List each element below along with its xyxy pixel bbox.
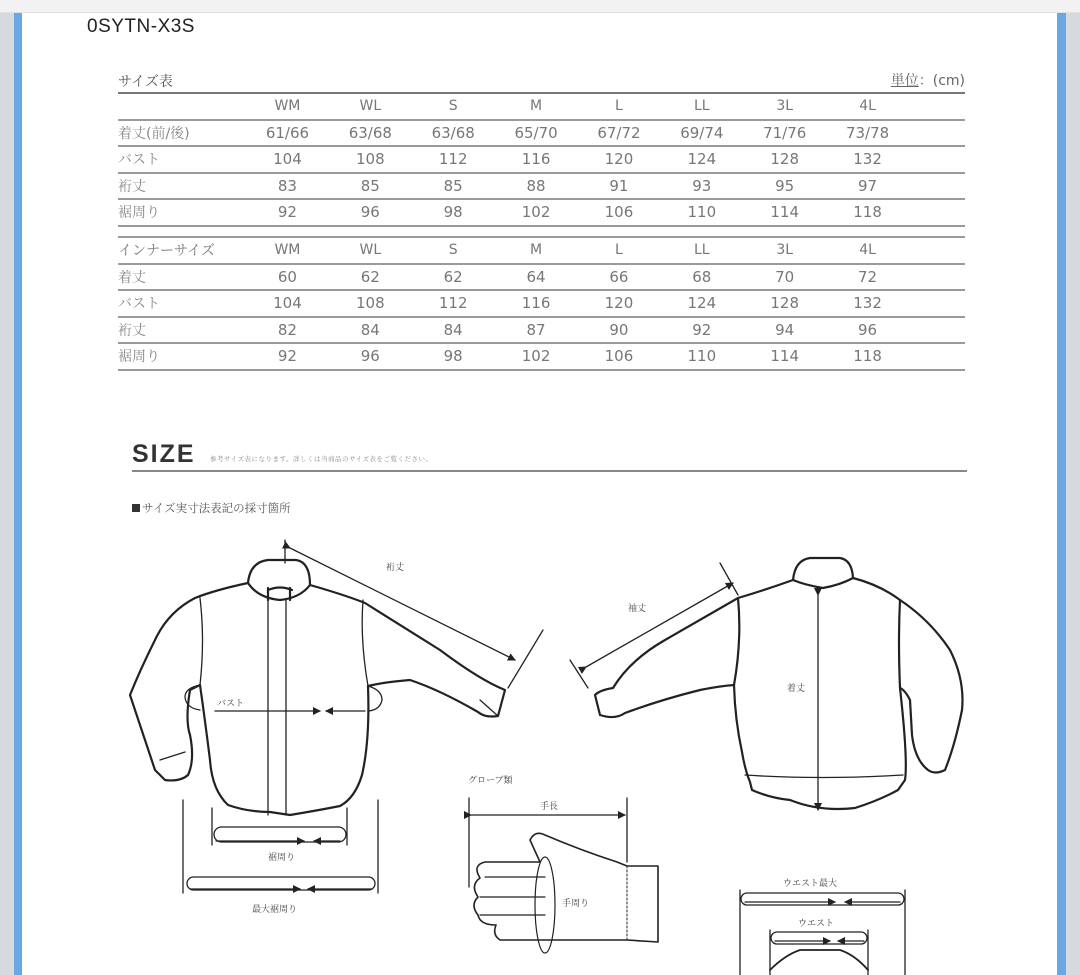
cell: 124	[660, 290, 743, 317]
cell: 102	[495, 343, 578, 370]
cell: 83	[246, 173, 329, 200]
top-bar	[0, 0, 1080, 13]
column-header: S	[412, 237, 495, 264]
cell: 104	[246, 290, 329, 317]
column-header: WM	[246, 237, 329, 264]
unit-value: ：(cm)	[918, 73, 965, 89]
label-hand-length: 手長	[540, 802, 559, 812]
column-header: LL	[660, 93, 743, 120]
cell: 108	[329, 290, 412, 317]
label-waist: ウエスト	[798, 919, 835, 929]
cell: 97	[826, 173, 909, 200]
cell: 70	[743, 264, 826, 291]
size-note: 参考サイズ表になります。詳しくは当商品のサイズ表をご覧ください。	[210, 455, 433, 463]
column-header: 4L	[826, 93, 909, 120]
cell: 90	[578, 317, 661, 344]
column-header: WL	[329, 237, 412, 264]
cell: 71/76	[743, 120, 826, 147]
cell: 84	[329, 317, 412, 344]
label-gloves: グローブ類	[468, 776, 513, 786]
cell: 110	[660, 199, 743, 226]
cell: 60	[246, 264, 329, 291]
cell: 118	[826, 343, 909, 370]
cell: 96	[329, 199, 412, 226]
unit-label-text: 単位	[890, 73, 919, 89]
cell: 116	[495, 290, 578, 317]
cell: 96	[329, 343, 412, 370]
row-label: 着丈	[118, 264, 246, 291]
cell: 68	[660, 264, 743, 291]
cell: 118	[826, 199, 909, 226]
cell: 67/72	[578, 120, 661, 147]
cell: 61/66	[246, 120, 329, 147]
cell: 114	[743, 343, 826, 370]
cell: 85	[329, 173, 412, 200]
cell: 95	[743, 173, 826, 200]
cell: 104	[246, 146, 329, 173]
inner-table-title: インナーサイズ	[118, 237, 246, 264]
label-waist-max: ウエスト最大	[783, 879, 838, 889]
size-chart-page	[22, 13, 1057, 975]
cell: 112	[412, 290, 495, 317]
label-hem: 裾周り	[268, 853, 296, 863]
cell: 84	[412, 317, 495, 344]
measurement-title-text: サイズ実寸法表記の採寸箇所	[142, 501, 291, 515]
cell: 72	[826, 264, 909, 291]
size-table-title: サイズ表	[118, 74, 173, 90]
column-header: M	[495, 237, 578, 264]
column-header: L	[578, 237, 661, 264]
glove-diagram	[474, 833, 658, 953]
cell: 102	[495, 199, 578, 226]
column-header: 4L	[826, 237, 909, 264]
cell: 73/78	[826, 120, 909, 147]
column-header: 3L	[743, 237, 826, 264]
column-header: LL	[660, 237, 743, 264]
row-label: 裾周り	[118, 343, 246, 370]
cell: 98	[412, 343, 495, 370]
cell: 108	[329, 146, 412, 173]
cell: 63/68	[412, 120, 495, 147]
cell: 120	[578, 146, 661, 173]
cell: 82	[246, 317, 329, 344]
label-sleeve: 袖丈	[628, 604, 647, 614]
cell: 124	[660, 146, 743, 173]
row-label: 裾周り	[118, 199, 246, 226]
size-heading: SIZE	[132, 440, 196, 468]
column-header: WL	[329, 93, 412, 120]
label-yuki: 裄丈	[386, 563, 405, 573]
cell: 112	[412, 146, 495, 173]
product-code: 0SYTN-X3S	[87, 16, 195, 37]
cell: 64	[495, 264, 578, 291]
cell: 66	[578, 264, 661, 291]
label-length: 着丈	[787, 684, 806, 694]
cell: 132	[826, 290, 909, 317]
cell: 110	[660, 343, 743, 370]
cell: 128	[743, 146, 826, 173]
cell: 94	[743, 317, 826, 344]
left-accent-stripe	[14, 13, 22, 975]
cell: 106	[578, 343, 661, 370]
measurement-diagrams	[22, 13, 1057, 975]
cell: 92	[660, 317, 743, 344]
row-label: 裄丈	[118, 173, 246, 200]
cell: 87	[495, 317, 578, 344]
column-header: S	[412, 93, 495, 120]
cell: 93	[660, 173, 743, 200]
row-label: バスト	[118, 290, 246, 317]
cell: 116	[495, 146, 578, 173]
row-label: 裄丈	[118, 317, 246, 344]
cell: 62	[412, 264, 495, 291]
cell: 62	[329, 264, 412, 291]
column-header: WM	[246, 93, 329, 120]
cell: 69/74	[660, 120, 743, 147]
left-gutter	[0, 13, 14, 975]
cell: 132	[826, 146, 909, 173]
cell: 114	[743, 199, 826, 226]
cell: 88	[495, 173, 578, 200]
column-header: 3L	[743, 93, 826, 120]
label-max-hem: 最大裾周り	[252, 905, 298, 915]
row-label: 着丈(前/後)	[118, 120, 246, 147]
label-bust: バスト	[217, 699, 245, 709]
row-label: バスト	[118, 146, 246, 173]
right-gutter	[1066, 13, 1080, 975]
cell: 98	[412, 199, 495, 226]
column-header: M	[495, 93, 578, 120]
cell: 85	[412, 173, 495, 200]
right-accent-stripe	[1057, 13, 1066, 975]
column-header: L	[578, 93, 661, 120]
cell: 92	[246, 199, 329, 226]
cell: 91	[578, 173, 661, 200]
cell: 65/70	[495, 120, 578, 147]
front-jacket-diagram	[130, 560, 505, 815]
cell: 120	[578, 290, 661, 317]
cell: 106	[578, 199, 661, 226]
pants-diagram	[740, 890, 905, 975]
cell: 96	[826, 317, 909, 344]
label-hand-circ: 手周り	[562, 899, 590, 909]
cell: 92	[246, 343, 329, 370]
cell: 128	[743, 290, 826, 317]
back-jacket-diagram	[595, 558, 963, 809]
cell: 63/68	[329, 120, 412, 147]
